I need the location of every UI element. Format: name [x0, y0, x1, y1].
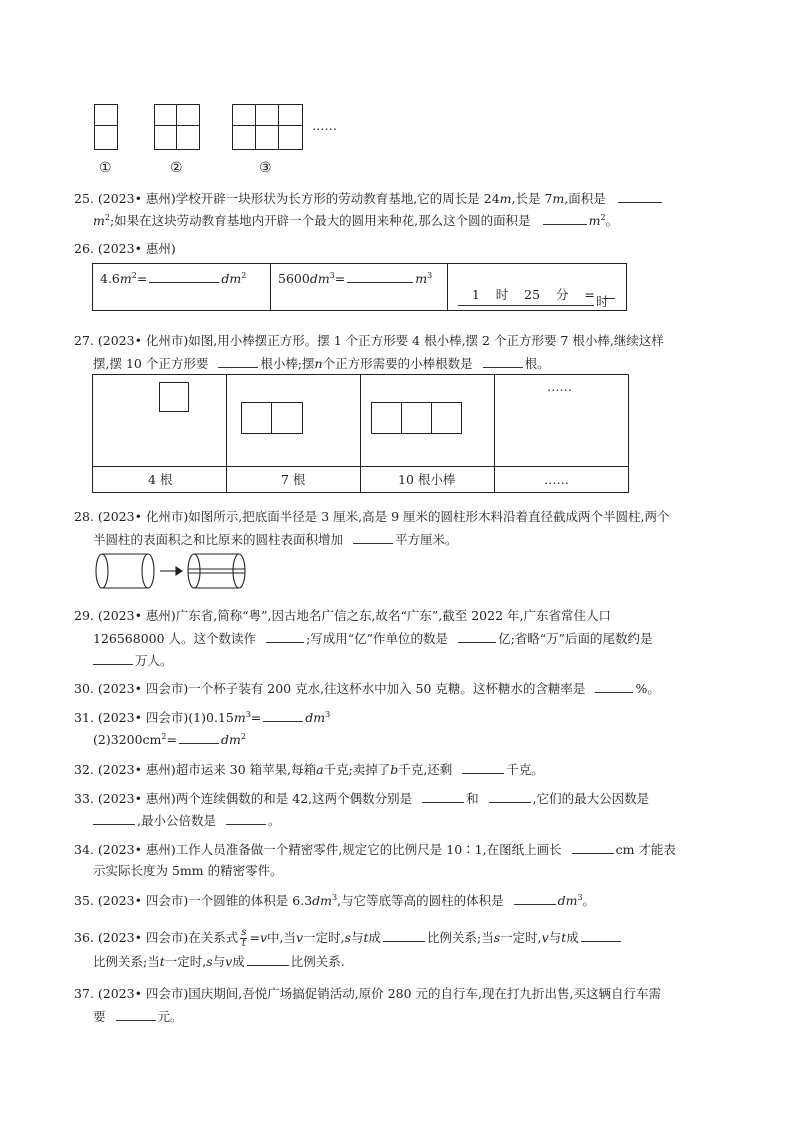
q26-c2-value: 5600 — [278, 271, 310, 286]
q35-sup-2: 3 — [577, 892, 583, 902]
q26-c1-sup: 2 — [131, 270, 137, 280]
q27-line-2 — [93, 355, 550, 372]
cylinder-cut-figure — [92, 548, 252, 594]
q28-line-1 — [74, 509, 670, 525]
q26-c2-sup2: 3 — [427, 270, 433, 280]
q36-blank-3[interactable] — [247, 953, 289, 966]
q36-text-7: 比例关系;当 — [427, 930, 494, 945]
q27-text-5: 根。 — [524, 356, 550, 371]
q33-text-3: ,它们的最大公因数是 — [532, 791, 650, 806]
figure-label-1: ① — [99, 160, 112, 176]
q35-source: (2023• 四会市) — [97, 893, 189, 908]
q34-blank[interactable] — [572, 841, 614, 854]
q25-unit-1: m — [499, 191, 512, 206]
q36-text-12: 一定时, — [164, 954, 207, 969]
q37-line-1 — [74, 986, 661, 1002]
square-figure-3-hline — [232, 125, 302, 126]
q29-blank-3[interactable] — [93, 652, 133, 665]
q25-line-1 — [74, 190, 664, 207]
question-35 — [74, 892, 595, 909]
q27-blank-1[interactable] — [218, 355, 258, 368]
q31-line-1 — [74, 709, 330, 726]
cylinder-right-end — [142, 554, 154, 588]
q35-blank[interactable] — [514, 892, 556, 905]
q37-line-2 — [93, 1008, 183, 1025]
q36-var-v-3: v — [541, 930, 549, 945]
arrow-head — [176, 567, 182, 575]
q32-number: 32. — [74, 762, 94, 777]
q34-source: (2023• 惠州) — [97, 842, 176, 857]
square-figure-3-vline-2 — [278, 104, 279, 149]
q36-var-t-1: t — [363, 930, 369, 945]
q31-p1-unit: m — [233, 710, 246, 725]
q26-source: (2023• 惠州) — [97, 241, 176, 256]
q30-number: 30. — [74, 681, 94, 696]
q32-var-a: a — [316, 762, 324, 777]
q36-text-8: 一定时, — [500, 930, 542, 945]
q26-c3-text: 1 时 25 分 = — [471, 287, 595, 302]
q25-text-2: ,长是 7 — [511, 191, 553, 206]
q34-line-2 — [93, 863, 283, 879]
q26-c2-blank[interactable] — [347, 270, 413, 283]
q27-line-1 — [74, 333, 664, 349]
q31-line-2 — [93, 731, 246, 748]
q31-number: 31. — [74, 710, 94, 725]
q36-var-v-2: v — [295, 930, 304, 945]
q37-text-3: 元。 — [157, 1009, 183, 1024]
q27-square-3-divider-1 — [401, 402, 402, 433]
question-32 — [74, 761, 544, 778]
q27-table-vline-3 — [494, 374, 495, 493]
q36-var-s-3: s — [206, 954, 213, 969]
q30-source: (2023• 四会市) — [97, 681, 189, 696]
q31-p1-eq: = — [250, 710, 262, 725]
q29-line-3 — [93, 652, 173, 669]
q36-text-13: 与 — [212, 954, 226, 969]
q36-text-4: 一定时, — [303, 930, 345, 945]
q26-number: 26. — [74, 241, 94, 256]
q27-number: 27. — [74, 333, 94, 348]
square-figure-1-divider — [94, 125, 117, 126]
q36-source: (2023• 四会市) — [97, 930, 189, 945]
q32-var-b: b — [390, 762, 399, 777]
q26-line-1 — [74, 241, 176, 257]
q29-text-5: 万人。 — [135, 653, 173, 668]
q26-c1-unit: m — [119, 271, 132, 286]
q25-blank-circle[interactable] — [543, 212, 587, 225]
q26-c1-sup2: 2 — [241, 270, 247, 280]
q33-blank-1[interactable] — [422, 790, 464, 803]
q25-text-3: ,面积是 — [564, 191, 606, 206]
q36-text-6: 成 — [368, 930, 382, 945]
figure-ellipsis: …… — [312, 118, 337, 133]
q36-text-5: 与 — [350, 930, 364, 945]
q36-text-14: 成 — [232, 954, 245, 969]
q31-p2-unit2: dm — [220, 732, 241, 747]
q27-text-2: 摆,摆 10 个正方形要 — [93, 356, 209, 371]
q30-text-2: %。 — [635, 681, 660, 696]
q26-cell-1 — [100, 270, 246, 287]
q35-text-1: 一个圆锥的体积是 6.3 — [188, 893, 313, 908]
q36-line-1 — [74, 928, 623, 949]
q37-text-2: 要 — [93, 1009, 106, 1024]
q26-c2-unit2: m — [415, 271, 428, 286]
half-cylinder-left-end — [188, 554, 200, 588]
q27-text-3: 根小棒;摆 — [260, 356, 315, 371]
q28-text-2: 半圆柱的表面积之和比原来的圆柱表面积增加 — [93, 532, 344, 547]
q27-text-1: 如图,用小棒摆正方形。摆 1 个正方形要 4 根小棒,摆 2 个正方形要 7 根小棒,继续这样 — [188, 333, 664, 348]
q36-line-2 — [93, 953, 345, 970]
q34-number: 34. — [74, 842, 94, 857]
q35-unit-2: dm — [557, 893, 578, 908]
q26-c1-value: 4.6 — [100, 271, 120, 286]
q31-p2-sup: 2 — [161, 731, 167, 741]
q32-text-3: 千克,还剩 — [398, 762, 453, 777]
square-figure-3-vline-1 — [255, 104, 256, 149]
q28-line-2 — [93, 531, 458, 548]
q35-unit-1: dm — [312, 893, 333, 908]
q29-source: (2023• 惠州) — [97, 608, 176, 623]
q33-text-4: ,最小公倍数是 — [137, 813, 216, 828]
q25-sup-2: 2 — [600, 212, 606, 222]
q31-p2-eq: = — [166, 732, 177, 747]
q25-unit-4: m — [588, 213, 601, 228]
q28-blank[interactable] — [353, 531, 393, 544]
q36-text-10: 成 — [566, 930, 579, 945]
q36-var-t-3: t — [159, 954, 165, 969]
q25-unit-2: m — [552, 191, 565, 206]
q26-c3-blank[interactable] — [458, 293, 594, 306]
q35-number: 35. — [74, 893, 94, 908]
q37-text-1: 国庆期间,吾悦广场搞促销活动,原价 280 元的自行车,现在打九折出售,买这辆自行车需 — [188, 986, 661, 1001]
q29-text-2: 126568000 人。这个数读作 — [93, 631, 257, 646]
q31-blank-2[interactable] — [179, 731, 219, 744]
q35-text-3: 。 — [582, 893, 596, 908]
q36-number: 36. — [74, 930, 94, 945]
q26-c1-unit2: dm — [221, 271, 242, 286]
q25-blank-area[interactable] — [618, 190, 662, 203]
q33-line-1 — [74, 790, 649, 807]
q27-label-4: …… — [544, 472, 569, 487]
q25-unit-3: m — [93, 213, 105, 228]
q25-line-2 — [93, 212, 618, 229]
figure-label-2: ② — [170, 160, 183, 176]
q26-c1-blank[interactable] — [149, 270, 219, 283]
q31-p1-unit2: dm — [305, 710, 326, 725]
q36-text-9: 与 — [548, 930, 562, 945]
q27-table-vline-2 — [360, 374, 361, 493]
q28-source: (2023• 化州市) — [97, 509, 189, 524]
q25-text-1: 学校开辟一块形状为长方形的劳动教育基地,它的周长是 24 — [175, 191, 500, 206]
q33-text-2: 和 — [466, 791, 479, 806]
q36-var-t-2: t — [561, 930, 567, 945]
q36-text-ratio: 比例关系;当 — [93, 954, 160, 969]
q37-blank[interactable] — [116, 1008, 156, 1021]
q32-text-2: 千克;卖掉了 — [323, 762, 391, 777]
square-figure-3 — [232, 104, 303, 150]
q36-var-s-1: s — [344, 930, 351, 945]
q29-text-1: 广东省,简称“粤”,因古地名广信之东,故名“广东”,截至 2022 年,广东省常住人口 — [175, 608, 611, 623]
square-figure-1 — [94, 104, 118, 150]
q27-var-n: n — [314, 356, 323, 371]
q34-line-1 — [74, 841, 676, 858]
q26-c2-eq: = — [334, 271, 346, 286]
q33-source: (2023• 惠州) — [97, 791, 176, 806]
q26-cell-3-line-2 — [456, 293, 609, 310]
q27-label-1: 4 根 — [148, 472, 173, 487]
q35-sup-1: 3 — [332, 892, 338, 902]
q33-blank-3[interactable] — [93, 812, 135, 825]
q26-cell-2 — [278, 270, 432, 287]
square-figure-2 — [154, 104, 200, 150]
q26-table-divider-1 — [270, 263, 271, 311]
q32-text-1: 超市运来 30 箱苹果,每箱 — [175, 762, 317, 777]
q29-line-2 — [93, 630, 653, 647]
q32-text-4: 千克。 — [506, 762, 544, 777]
q25-source: (2023• 惠州) — [97, 191, 176, 206]
q29-text-4: 亿;省略“万”后面的尾数约是 — [498, 631, 653, 646]
q28-text-1: 如图所示,把底面半径是 3 厘米,高是 9 厘米的圆柱形木料沿着直径截成两个半圆柱,两个 — [188, 509, 670, 524]
q36-blank-1[interactable] — [383, 929, 425, 942]
q31-p1-sup: 3 — [245, 709, 251, 719]
q27-ellipsis-top: …… — [547, 379, 572, 394]
q27-label-3: 10 根小棒 — [398, 472, 456, 487]
q27-square-1 — [159, 382, 189, 412]
q32-source: (2023• 惠州) — [97, 762, 176, 777]
q30-blank[interactable] — [595, 680, 633, 693]
figure-label-3: ③ — [259, 160, 272, 176]
q34-text-3: 示实际长度为 5mm 的精密零件。 — [93, 863, 283, 878]
q26-c2-sup: 3 — [329, 270, 335, 280]
q27-table-vline-1 — [226, 374, 227, 493]
q34-text-1: 工作人员准备做一个精密零件,规定它的比例尺是 10∶1,在图纸上画长 — [175, 842, 562, 857]
q27-square-3-divider-2 — [431, 402, 432, 433]
q31-p1-sup2: 3 — [325, 709, 331, 719]
q30-text-1: 一个杯子装有 200 克水,往这杯水中加入 50 克糖。这杯糖水的含糖率是 — [188, 681, 586, 696]
q37-number: 37. — [74, 986, 94, 1001]
q27-blank-2[interactable] — [483, 355, 523, 368]
half-cylinder-right-end — [233, 554, 245, 588]
q25-text-4: ;如果在这块劳动教育基地内开辟一个最大的圆用来种花,那么这个圆的面积是 — [109, 213, 531, 228]
q25-end: 。 — [605, 213, 619, 228]
q27-text-4: 个正方形需要的小棒根数是 — [322, 356, 473, 371]
question-30 — [74, 680, 660, 697]
q27-label-2: 7 根 — [281, 472, 306, 487]
q26-c3-end: 时 — [596, 294, 609, 309]
q36-var-v-4: v — [225, 954, 233, 969]
q33-text-1: 两个连续偶数的和是 42,这两个偶数分别是 — [175, 791, 413, 806]
q36-text-3: 中,当 — [267, 930, 296, 945]
q33-text-5: 。 — [267, 813, 281, 828]
q29-blank-2[interactable] — [458, 630, 496, 643]
q36-blank-2[interactable] — [581, 929, 621, 942]
q36-frac-den: t — [241, 938, 246, 949]
q34-text-2: cm 才能表 — [615, 842, 676, 857]
cylinder-left-end — [96, 554, 108, 588]
q36-text-end: 比例关系. — [290, 954, 345, 969]
q36-text-2: = — [249, 930, 260, 945]
q31-part-1: (1)0.15 — [188, 710, 234, 725]
q29-number: 29. — [74, 608, 94, 623]
q26-c1-eq: = — [136, 271, 148, 286]
q29-text-3: ;写成用“亿”作单位的数是 — [306, 631, 449, 646]
q26-c2-unit: dm — [309, 271, 330, 286]
q26-table-divider-2 — [447, 263, 448, 311]
q36-fraction — [240, 928, 247, 949]
q27-source: (2023• 化州市) — [97, 333, 189, 348]
q31-blank-1[interactable] — [263, 709, 303, 722]
q31-part-2: (2)3200cm — [93, 732, 162, 747]
q25-sup-1: 2 — [104, 212, 110, 222]
q27-square-3 — [371, 402, 462, 434]
q37-source: (2023• 四会市) — [97, 986, 189, 1001]
q28-number: 28. — [74, 509, 94, 524]
q27-square-2 — [241, 402, 303, 434]
q29-blank-1[interactable] — [266, 630, 304, 643]
q33-number: 33. — [74, 791, 94, 806]
square-figure-2-vline — [176, 104, 177, 149]
q33-blank-4[interactable] — [226, 812, 266, 825]
q29-line-1 — [74, 608, 611, 624]
q32-blank[interactable] — [462, 761, 504, 774]
q36-text-1: 在关系式 — [188, 930, 239, 945]
q36-var-s-2: s — [493, 930, 501, 945]
q31-p2-sup2: 2 — [240, 731, 246, 741]
q35-text-2: ,与它等底等高的圆柱的体积是 — [337, 893, 504, 908]
q25-number: 25. — [74, 191, 94, 206]
q36-frac-num: s — [241, 927, 247, 938]
q31-source: (2023• 四会市) — [97, 710, 189, 725]
q33-line-2 — [93, 812, 281, 829]
q28-text-3: 平方厘米。 — [395, 532, 458, 547]
q33-blank-2[interactable] — [489, 790, 531, 803]
q27-square-2-divider — [271, 402, 272, 433]
q36-var-v-1: v — [259, 930, 267, 945]
